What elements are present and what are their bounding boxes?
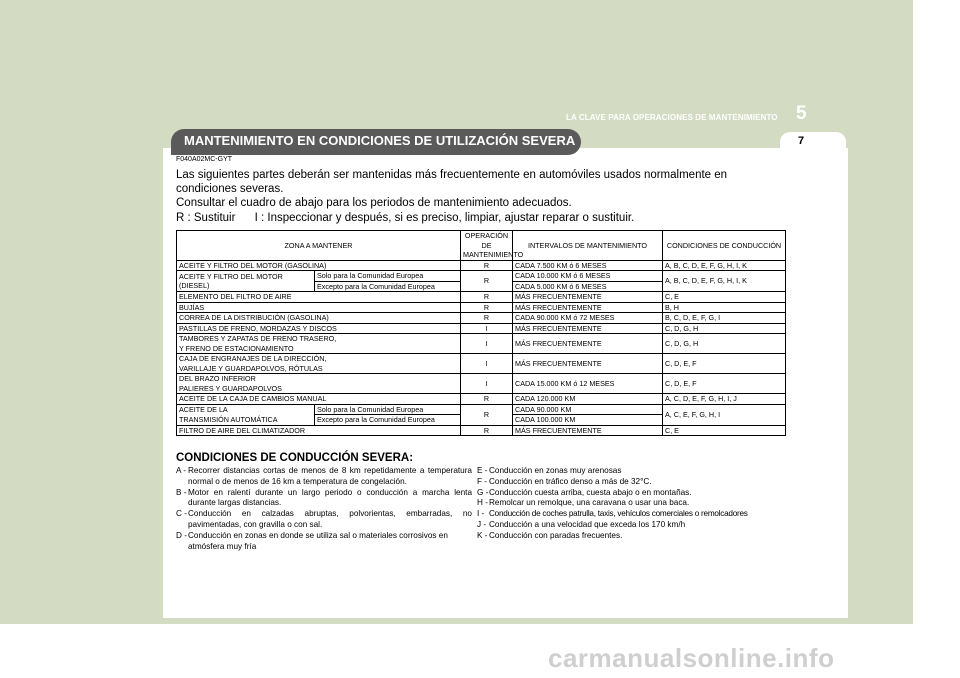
condition-item [477, 520, 787, 531]
interval-cell: MÁS FRECUENTEMENTE [513, 302, 663, 313]
condition-key: B - [176, 487, 187, 497]
operation-cell: R [461, 260, 513, 271]
zone-line-1: CAJA DE ENGRANAJES DE LA DIRECCIÓN, [179, 354, 327, 363]
condition-key: C - [176, 509, 187, 519]
conditions-cell: C, E [663, 292, 786, 303]
zone-cell: ELEMENTO DEL FILTRO DE AIRE [177, 292, 461, 303]
reference-code: F040A02MC-GYT [176, 156, 233, 163]
interval-cell: MÁS FRECUENTEMENTE [513, 425, 663, 436]
operation-cell: R [461, 404, 513, 425]
table-row [177, 323, 786, 334]
intro-paragraph-1: Las siguientes partes deberán ser mantenidas más frecuentemente en automóviles usados normalmente en condiciones severas. [176, 169, 728, 195]
zone-cell: ACEITE Y FILTRO DEL MOTOR (GASOLINA) [177, 260, 461, 271]
chapter-number: 5 [796, 103, 807, 124]
table-row [177, 425, 786, 436]
conditions-cell: B, C, D, E, F, G, I [663, 313, 786, 324]
interval-cell: CADA 90.000 KM ó 72 MESES [513, 313, 663, 324]
zone-line-2: Y FRENO DE ESTACIONAMIENTO [179, 343, 294, 353]
condition-key: H - [477, 498, 488, 508]
conditions-cell: C, D, G, H [663, 334, 786, 354]
table-row [177, 334, 786, 354]
header-zone: ZONA A MANTENER [177, 231, 461, 261]
conditions-cell: C, E [663, 425, 786, 436]
condition-text: Motor en ralentí durante un largo periodo o conducción a marcha lenta durante largas distancias. [188, 487, 472, 508]
condition-text: Conducción a una velocidad que exceda los 170 km/h [489, 519, 686, 529]
conditions-cell: A, C, D, E, F, G, H, I, J [663, 394, 786, 405]
condition-text: Remolcar un remolque, una caravana o usar una baca. [489, 498, 690, 508]
condition-text: Conducción en tráfico denso a más de 32°C. [489, 476, 652, 486]
zone-line-1: DEL BRAZO INFERIOR [179, 374, 256, 383]
table-row [177, 260, 786, 271]
conditions-title: CONDICIONES DE CONDUCCIÓN SEVERA: [176, 452, 414, 464]
table-row [177, 302, 786, 313]
sub-zone-cell: Excepto para la Comunidad Europea [315, 281, 461, 292]
conditions-cell: A, B, C, D, E, F, G, H, I, K [663, 271, 786, 292]
interval-cell: CADA 10.000 KM ó 6 MESES [513, 271, 663, 282]
zone-line-2: PALIERES Y GUARDAPOLVOS [179, 383, 282, 393]
zone-cell [177, 271, 315, 292]
zone-line-1: ACEITE DE LA [179, 405, 228, 414]
condition-item [477, 509, 787, 520]
zone-cell [177, 334, 461, 354]
zone-cell [177, 374, 461, 394]
zone-cell: CORREA DE LA DISTRIBUCIÓN (GASOLINA) [177, 313, 461, 324]
table-row [177, 354, 786, 374]
condition-key: D - [176, 530, 187, 540]
interval-cell: CADA 15.000 KM ó 12 MESES [513, 374, 663, 394]
conditions-list-left [176, 466, 472, 552]
conditions-cell: A, C, E, F, G, H, I [663, 404, 786, 425]
zone-line-1: ACEITE Y FILTRO DEL MOTOR [179, 271, 283, 281]
condition-key: I - [477, 509, 485, 519]
condition-key: K - [477, 530, 488, 540]
operation-cell: R [461, 271, 513, 292]
header-interval: INTERVALOS DE MANTENIMIENTO [513, 231, 663, 261]
operation-cell: R [461, 394, 513, 405]
interval-cell: CADA 120.000 KM [513, 394, 663, 405]
sub-zone-cell: Excepto para la Comunidad Europea [315, 415, 461, 426]
interval-cell: CADA 7.500 KM ó 6 MESES [513, 260, 663, 271]
condition-key: A - [176, 466, 187, 475]
legend-line: R : Sustituir I : Inspeccionar y después, si es preciso, limpiar, ajustar reparar o sustituir. [176, 212, 635, 224]
condition-text: Recorrer distancias cortas de menos de 8 km repetidamente a temperatura normal o de menos de 16 km a temperatura de congelación. [188, 466, 472, 486]
operation-cell: I [461, 374, 513, 394]
condition-item [477, 488, 787, 499]
conditions-cell: B, H [663, 302, 786, 313]
conditions-cell: A, B, C, D, E, F, G, H, I, K [663, 260, 786, 271]
condition-text: Conducción en zonas muy arenosas [489, 466, 622, 475]
interval-cell: MÁS FRECUENTEMENTE [513, 354, 663, 374]
condition-key: J - [477, 519, 487, 529]
watermark: carmanualsonline.info [548, 643, 835, 673]
conditions-list-right [477, 466, 787, 542]
condition-item [176, 509, 472, 531]
conditions-cell: C, D, G, H [663, 323, 786, 334]
interval-cell: MÁS FRECUENTEMENTE [513, 292, 663, 303]
section-title: MANTENIMIENTO EN CONDICIONES DE UTILIZACIÓN SEVERA [184, 133, 576, 148]
operation-cell: R [461, 313, 513, 324]
condition-text: Conducción en calzadas abruptas, polvorientas, embarradas, no pavimentadas, con gravilla o con sal. [188, 509, 472, 529]
header-conditions: CONDICIONES DE CONDUCCIÓN [663, 231, 786, 261]
interval-cell: CADA 90.000 KM [513, 404, 663, 415]
table-row [177, 292, 786, 303]
zone-line-2: TRANSMISIÓN AUTOMÁTICA [179, 414, 278, 424]
intro-paragraph-2: Consultar el cuadro de abajo para los periodos de mantenimiento adecuados. [176, 197, 572, 209]
condition-text: Conducción con paradas frecuentes. [489, 530, 623, 540]
chapter-title: LA CLAVE PARA OPERACIONES DE MANTENIMIENTO [566, 113, 778, 122]
page-number: 7 [798, 135, 805, 147]
interval-cell: MÁS FRECUENTEMENTE [513, 334, 663, 354]
header-operation: OPERACIÓN DE MANTENIMIENTO [461, 231, 513, 261]
condition-key: E - [477, 466, 488, 475]
conditions-cell: C, D, E, F [663, 374, 786, 394]
operation-cell: R [461, 292, 513, 303]
sub-zone-cell: Solo para la Comunidad Europea [315, 271, 461, 282]
zone-line-2: (DIESEL) [179, 281, 210, 290]
condition-item [477, 466, 787, 477]
table-header-row [177, 231, 786, 261]
zone-line-2: VARILLAJE Y GUARDAPOLVOS, RÓTULAS [179, 363, 323, 373]
condition-item [176, 488, 472, 510]
operation-cell: I [461, 323, 513, 334]
operation-cell: R [461, 425, 513, 436]
condition-item [477, 498, 787, 509]
operation-cell: I [461, 334, 513, 354]
condition-text: Conducción de coches patrulla, taxis, vehículos comerciales o remolcadores [489, 509, 748, 519]
zone-line-1: TAMBORES Y ZAPATAS DE FRENO TRASERO, [179, 334, 337, 343]
conditions-cell: C, D, E, F [663, 354, 786, 374]
operation-cell: I [461, 354, 513, 374]
zone-cell: BUJÍAS [177, 302, 461, 313]
condition-text: Conducción cuesta arriba, cuesta abajo o en montañas. [489, 487, 692, 497]
zone-cell [177, 404, 315, 425]
operation-cell: R [461, 302, 513, 313]
condition-item [176, 466, 472, 488]
condition-item [477, 531, 787, 542]
zone-cell [177, 354, 461, 374]
sub-zone-cell: Solo para la Comunidad Europea [315, 404, 461, 415]
condition-text: Conducción en zonas en donde se utiliza sal o materiales corrosivos en atmósfera muy fría [188, 530, 448, 551]
condition-item [176, 531, 472, 553]
table-row [177, 394, 786, 405]
condition-key: F - [477, 476, 488, 486]
condition-item [477, 477, 787, 488]
interval-cell: MÁS FRECUENTEMENTE [513, 323, 663, 334]
condition-key: G - [477, 487, 489, 497]
interval-cell: CADA 5.000 KM ó 6 MESES [513, 281, 663, 292]
zone-cell: FILTRO DE AIRE DEL CLIMATIZADOR [177, 425, 461, 436]
page-number-tab [780, 132, 846, 152]
maintenance-table [176, 230, 786, 436]
table-row [177, 313, 786, 324]
zone-cell: PASTILLAS DE FRENO, MORDAZAS Y DISCOS [177, 323, 461, 334]
table-row [177, 404, 786, 415]
zone-cell: ACEITE DE LA CAJA DE CAMBIOS MANUAL [177, 394, 461, 405]
intro-text [176, 168, 776, 210]
interval-cell: CADA 100.000 KM [513, 415, 663, 426]
table-row [177, 271, 786, 282]
table-row [177, 374, 786, 394]
